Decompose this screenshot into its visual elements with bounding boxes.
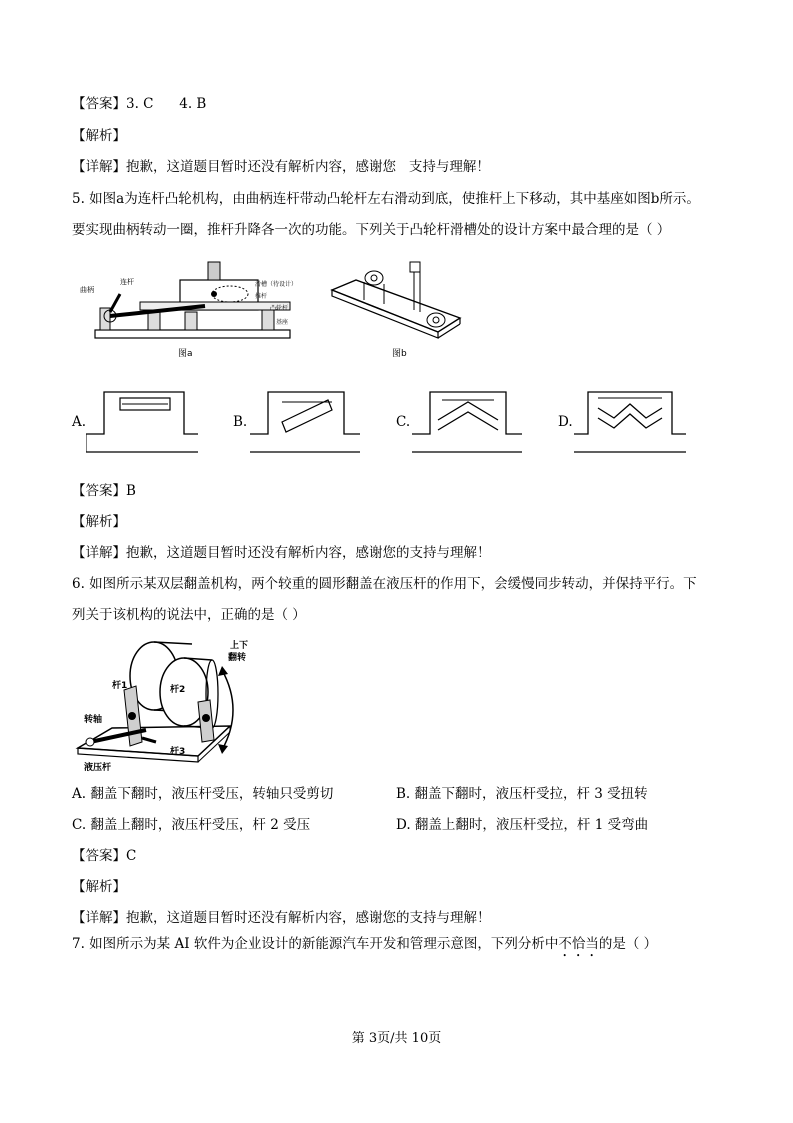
fig-b-caption: 图b (392, 349, 407, 359)
page-footer: 第 3页/共 10页 (351, 1031, 442, 1046)
answer-tag: 【答案】 (72, 483, 126, 499)
detail-tag: 【详解】 (72, 159, 126, 175)
q6-option-c: C. 翻盖上翻时，液压杆受压，杆 2 受压 (72, 817, 311, 833)
q5-answer-line (72, 482, 136, 500)
double-flip-cover-mechanism-drawing (72, 630, 252, 776)
q6-figure (72, 630, 252, 776)
rod3-label: 杆3 (170, 747, 186, 757)
link-label: 连杆 (120, 278, 134, 286)
q5-figure-b (328, 250, 468, 362)
answer-text: C (126, 848, 137, 864)
crank-label: 曲柄 (80, 286, 94, 294)
emphasis-text: 不恰当 (558, 936, 599, 952)
q3-4-analysis-tag: 【解析】 (72, 128, 126, 144)
cam-rod-label: 凸轮杆 (270, 305, 289, 312)
q5-option-b-drawing (250, 384, 360, 456)
q6-stem-line1: 6. 如图所示某双层翻盖机构，两个较重的圆形翻盖在液压杆的作用下，会缓慢同步转动，并保持平行。下 (72, 576, 697, 592)
q6-stem-line2: 列关于该机构的说法中，正确的是（ ） (72, 607, 306, 623)
q5-analysis-tag: 【解析】 (72, 514, 126, 530)
detail-text: 抱歉，这道题目暂时还没有解析内容，感谢您的支持与理解！ (126, 910, 491, 926)
hydraulic-rod-label: 液压杆 (84, 763, 112, 773)
push-rod-label: 推杆 (255, 293, 268, 300)
q6-detail-line (72, 909, 491, 927)
detail-tag: 【详解】 (72, 910, 126, 926)
q5-option-c-label: C. (396, 414, 411, 430)
q5-option-b-label: B. (233, 414, 248, 430)
answer-tag: 【答案】 (72, 848, 126, 864)
q5-figure-a (80, 250, 300, 362)
slot-label: 滑槽（待设计） (255, 281, 298, 288)
rod1-label: 杆1 (112, 681, 128, 691)
q5-option-a-drawing (86, 384, 198, 456)
q6-answer-line (72, 847, 136, 865)
shaft-label: 转轴 (84, 715, 103, 725)
q5-detail-line (72, 544, 491, 562)
detail-text: 抱歉，这道题目暂时还没有解析内容，感谢您的支持与理解！ (126, 545, 491, 561)
q5-option-a-label: A. (72, 414, 87, 430)
q3-4-detail-line (72, 158, 490, 176)
base-perspective-drawing (328, 250, 468, 362)
q5-stem-line1: 5. 如图a为连杆凸轮机构，由曲柄连杆带动凸轮杆左右滑动到底，使推杆上下移动，其中基座如图b所示。 (72, 191, 700, 207)
answer-tag: 【答案】 (72, 96, 126, 112)
detail-text: 抱歉，这道题目暂时还没有解析内容，感谢您 支持与理解！ (126, 159, 490, 175)
q6-option-b: B. 翻盖下翻时，液压杆受拉，杆 3 受扭转 (396, 786, 648, 802)
flip-label-2: 翻转 (228, 653, 247, 663)
q5-option-d-label: D. (558, 414, 573, 430)
q5-option-d-drawing (574, 384, 686, 456)
fig-a-caption: 图a (178, 349, 193, 359)
q5-option-c-drawing (412, 384, 522, 456)
answer-text: 3. C 4. B (126, 96, 207, 112)
q7-stem: 7. 如图所示为某 AI 软件为企业设计的新能源汽车开发和管理示意图，下列分析中不恰当的是（ ） (72, 936, 658, 952)
q6-option-a: A. 翻盖下翻时，液压杆受压，转轴只受剪切 (72, 786, 334, 802)
base-label: 基座 (276, 319, 289, 326)
q6-option-d: D. 翻盖上翻时，液压杆受拉，杆 1 受弯曲 (396, 817, 649, 833)
q3-4-answer-line (72, 95, 206, 113)
cam-linkage-mechanism-drawing (80, 250, 300, 362)
detail-tag: 【详解】 (72, 545, 126, 561)
q6-analysis-tag: 【解析】 (72, 879, 126, 895)
answer-text: B (126, 483, 136, 499)
rod2-label: 杆2 (170, 685, 186, 695)
flip-label-1: 上下 (230, 641, 249, 651)
q5-stem-line2: 要实现曲柄转动一圈，推杆升降各一次的功能。下列关于凸轮杆滑槽处的设计方案中最合理的是（ ） (72, 222, 671, 238)
